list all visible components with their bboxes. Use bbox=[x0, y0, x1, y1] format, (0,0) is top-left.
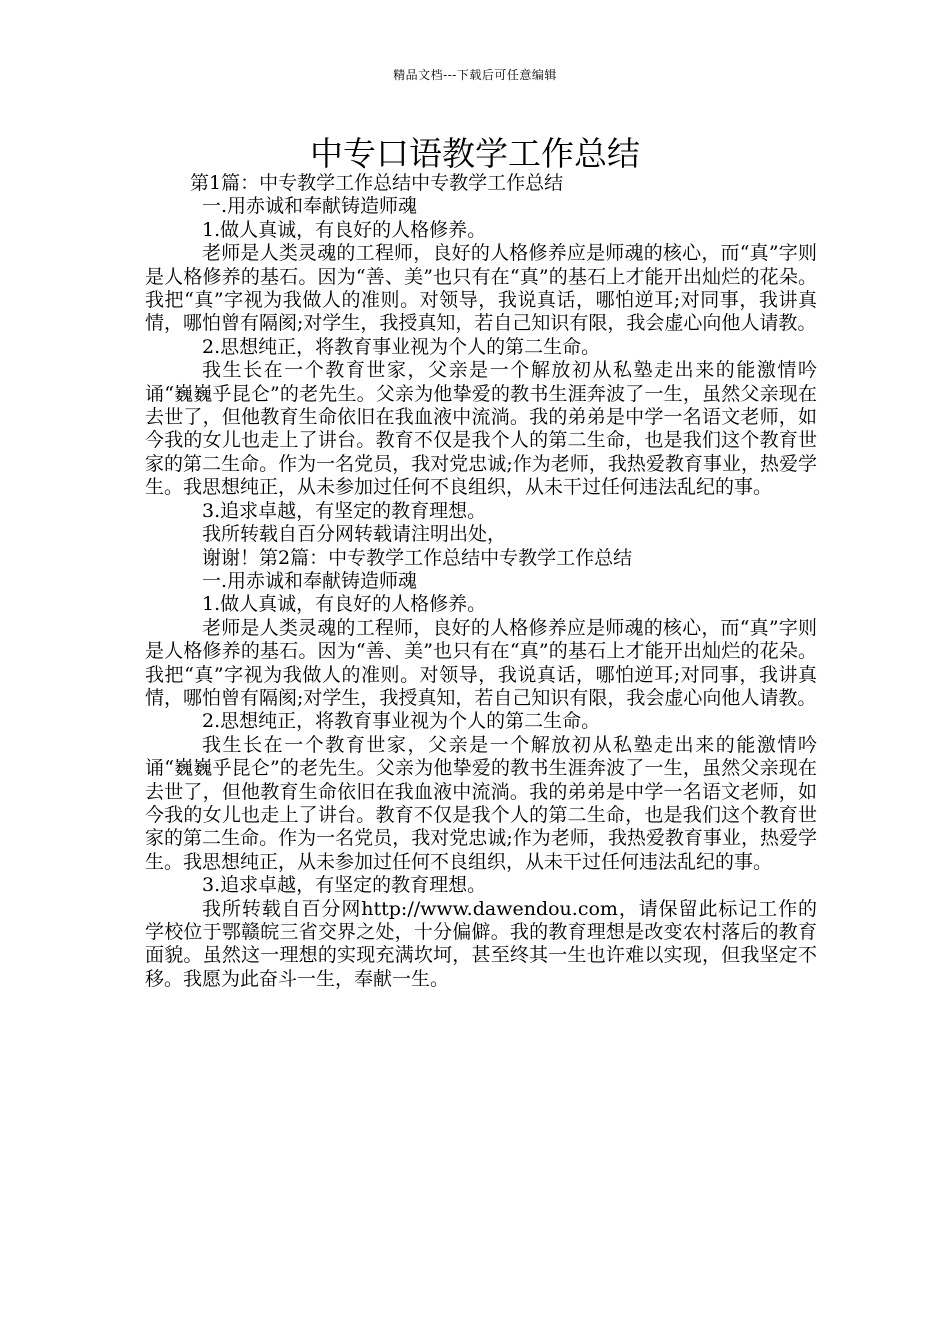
paragraph: 1.做人真诚，有良好的人格修养。 bbox=[202, 593, 487, 616]
document-title: 中专口语教学工作总结 bbox=[310, 134, 640, 173]
paragraph: 我所转载自百分网http://www.dawendou.com，请保留此标记工作的学校位于鄂赣皖三省交界之处，十分偏僻。我的教育理想是改变农村落后的教育面貌。虽然这一理想的实现充满坎坷，甚至终其一生也许难以实现，但我坚定不移。我愿为此奋斗一生，奉献一生。 bbox=[145, 897, 817, 990]
paragraph: 老师是人类灵魂的工程师，良好的人格修养应是师魂的核心，而“真”字则是人格修养的基石。因为“善、美”也只有在“真”的基石上才能开出灿烂的花朵。我把“真”字视为我做人的准则。对领导，我说真话，哪怕逆耳;对同事，我讲真情，哪怕曾有隔阂;对学生，我授真知，若自己知识有限，我会虚心向他人请教。 bbox=[145, 616, 817, 709]
paragraph: 3.追求卓越，有坚定的教育理想。 bbox=[202, 499, 487, 522]
paragraph: 3.追求卓越，有坚定的教育理想。 bbox=[202, 874, 487, 897]
paragraph: 我生长在一个教育世家，父亲是一个解放初从私塾走出来的能激情吟诵“巍巍乎昆仑”的老先生。父亲为他挚爱的教书生涯奔波了一生，虽然父亲现在去世了，但他教育生命依旧在我血液中流淌。我的弟弟是中学一名语文老师，如今我的女儿也走上了讲台。教育不仅是我个人的第二生命，也是我们这个教育世家的第二生命。作为一名党员，我对党忠诚;作为老师，我热爱教育事业，热爱学生。我思想纯正，从未参加过任何不良组织，从未干过任何违法乱纪的事。 bbox=[145, 359, 817, 499]
paragraph: 1.做人真诚，有良好的人格修养。 bbox=[202, 218, 487, 241]
document-body bbox=[145, 172, 817, 991]
paragraph: 一.用赤诚和奉献铸造师魂 bbox=[202, 569, 418, 592]
paragraph: 谢谢！第2篇：中专教学工作总结中专教学工作总结 bbox=[202, 546, 633, 569]
paragraph: 老师是人类灵魂的工程师，良好的人格修养应是师魂的核心，而“真”字则是人格修养的基石。因为“善、美”也只有在“真”的基石上才能开出灿烂的花朵。我把“真”字视为我做人的准则。对领导，我说真话，哪怕逆耳;对同事，我讲真情，哪怕曾有隔阂;对学生，我授真知，若自己知识有限，我会虚心向他人请教。 bbox=[145, 242, 817, 335]
paragraph: 2.思想纯正，将教育事业视为个人的第二生命。 bbox=[202, 335, 601, 358]
paragraph: 一.用赤诚和奉献铸造师魂 bbox=[202, 195, 418, 218]
header-note: 精品文档---下载后可任意编辑 bbox=[393, 68, 557, 82]
paragraph: 我所转载自百分网转载请注明出处， bbox=[202, 523, 507, 546]
paragraph: 2.思想纯正，将教育事业视为个人的第二生命。 bbox=[202, 710, 601, 733]
paragraph: 我生长在一个教育世家，父亲是一个解放初从私塾走出来的能激情吟诵“巍巍乎昆仑”的老先生。父亲为他挚爱的教书生涯奔波了一生，虽然父亲现在去世了，但他教育生命依旧在我血液中流淌。我的弟弟是中学一名语文老师，如今我的女儿也走上了讲台。教育不仅是我个人的第二生命，也是我们这个教育世家的第二生命。作为一名党员，我对党忠诚;作为老师，我热爱教育事业，热爱学生。我思想纯正，从未参加过任何不良组织，从未干过任何违法乱纪的事。 bbox=[145, 733, 817, 873]
paragraph: 第1篇：中专教学工作总结中专教学工作总结 bbox=[190, 172, 564, 194]
